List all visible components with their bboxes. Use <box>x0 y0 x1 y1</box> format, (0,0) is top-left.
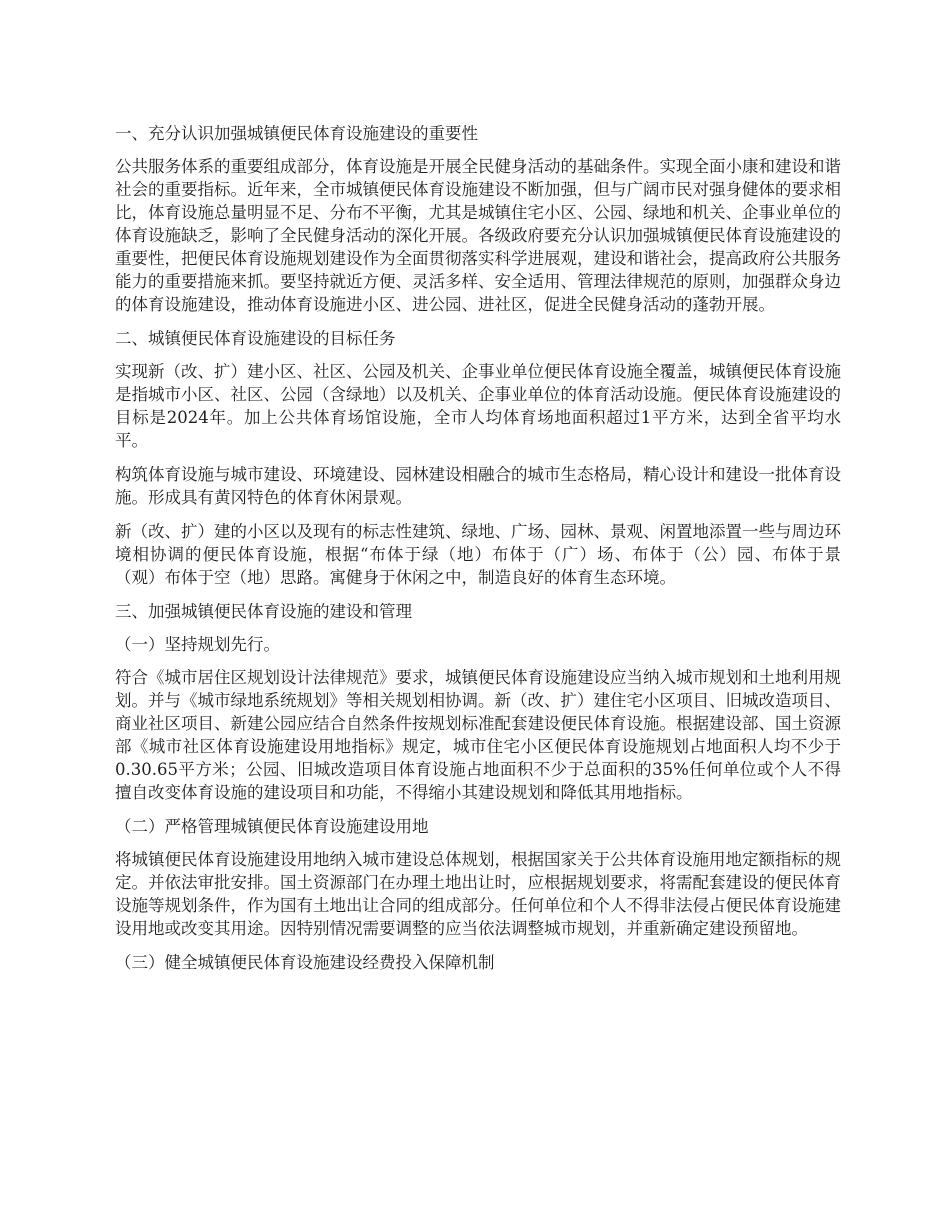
document-body <box>115 122 841 984</box>
section-heading-1: 一、充分认识加强城镇便民体育设施建设的重要性 <box>115 124 478 143</box>
paragraph-ecology: 构筑体育设施与城市建设、环境建设、园林建设相融合的城市生态格局，精心设计和建设一批体育设施。形成具有黄冈特色的体育休闲景观。 <box>115 465 841 507</box>
paragraph-importance: 公共服务体系的重要组成部分，体育设施是开展全民健身活动的基础条件。实现全面小康和建设和谐社会的重要指标。近年来，全市城镇便民体育设施建设不断加强，但与广阔市民对强身健体的要求相比，体育设施总量明显不足、分布不平衡，尤其是城镇住宅小区、公园、绿地和机关、企事业单位的体育设施缺乏，影响了全民健身活动的深化开展。各级政府要充分认识加强城镇便民体育设施建设的重要性，把便民体育设施规划建设作为全面贯彻落实科学进展观，建设和谐社会，提高政府公共服务能力的重要措施来抓。要坚持就近方便、灵活多样、安全适用、管理法律规范的原则，加强群众身边的体育设施建设，推动体育设施进小区、进公园、进社区，促进全民健身活动的蓬勃开展。 <box>115 157 841 314</box>
paragraph-goals: 实现新（改、扩）建小区、社区、公园及机关、企事业单位便民体育设施全覆盖，城镇便民体育设施是指城市小区、社区、公园（含绿地）以及机关、企事业单位的体育活动设施。便民体育设施建设的目标是2024年。加上公共体育场馆设施，全市人均体育场地面积超过1平方米，达到全省平均水平。 <box>115 362 841 450</box>
section-heading-3: 三、加强城镇便民体育设施的建设和管理 <box>115 602 412 621</box>
paragraph-planning: 符合《城市居住区规划设计法律规范》要求，城镇便民体育设施建设应当纳入城市规划和土地利用规划。并与《城市绿地系统规划》等相关规划相协调。新（改、扩）建住宅小区项目、旧城改造项目、商业社区项目、新建公园应结合自然条件按规划标准配套建设便民体育设施。根据建设部、国土资源部《城市社区体育设施建设用地指标》规定，城市住宅小区便民体育设施规划占地面积人均不少于0.30.65平方米；公园、旧城改造项目体育设施占地面积不少于总面积的35%任何单位或个人不得擅自改变体育设施的建设项目和功能，不得缩小其建设规划和降低其用地指标。 <box>115 668 841 802</box>
section-heading-2: 二、城镇便民体育设施建设的目标任务 <box>115 329 396 348</box>
subsection-heading-3: （三）健全城镇便民体育设施建设经费投入保障机制 <box>115 953 495 972</box>
paragraph-land-use: 将城镇便民体育设施建设用地纳入城市建设总体规划，根据国家关于公共体育设施用地定额指标的规定。并依法审批安排。国土资源部门在办理土地出让时，应根据规划要求，将需配套建设的便民体育设施等规划条件，作为国有土地出让合同的组成部分。任何单位和个人不得非法侵占便民体育设施建设用地或改变其用途。因特别情况需要调整的应当依法调整城市规划，并重新确定建设预留地。 <box>115 850 841 938</box>
paragraph-new-facilities: 新（改、扩）建的小区以及现有的标志性建筑、绿地、广场、园林、景观、闲置地添置一些与周边环境相协调的便民体育设施，根据“布体于绿（地）布体于（广）场、布体于（公）园、布体于景（观）布体于空（地）思路。寓健身于休闲之中，制造良好的体育生态环境。 <box>115 522 841 587</box>
subsection-heading-2: （二）严格管理城镇便民体育设施建设用地 <box>115 817 429 836</box>
subsection-heading-1: （一）坚持规划先行。 <box>115 635 280 654</box>
